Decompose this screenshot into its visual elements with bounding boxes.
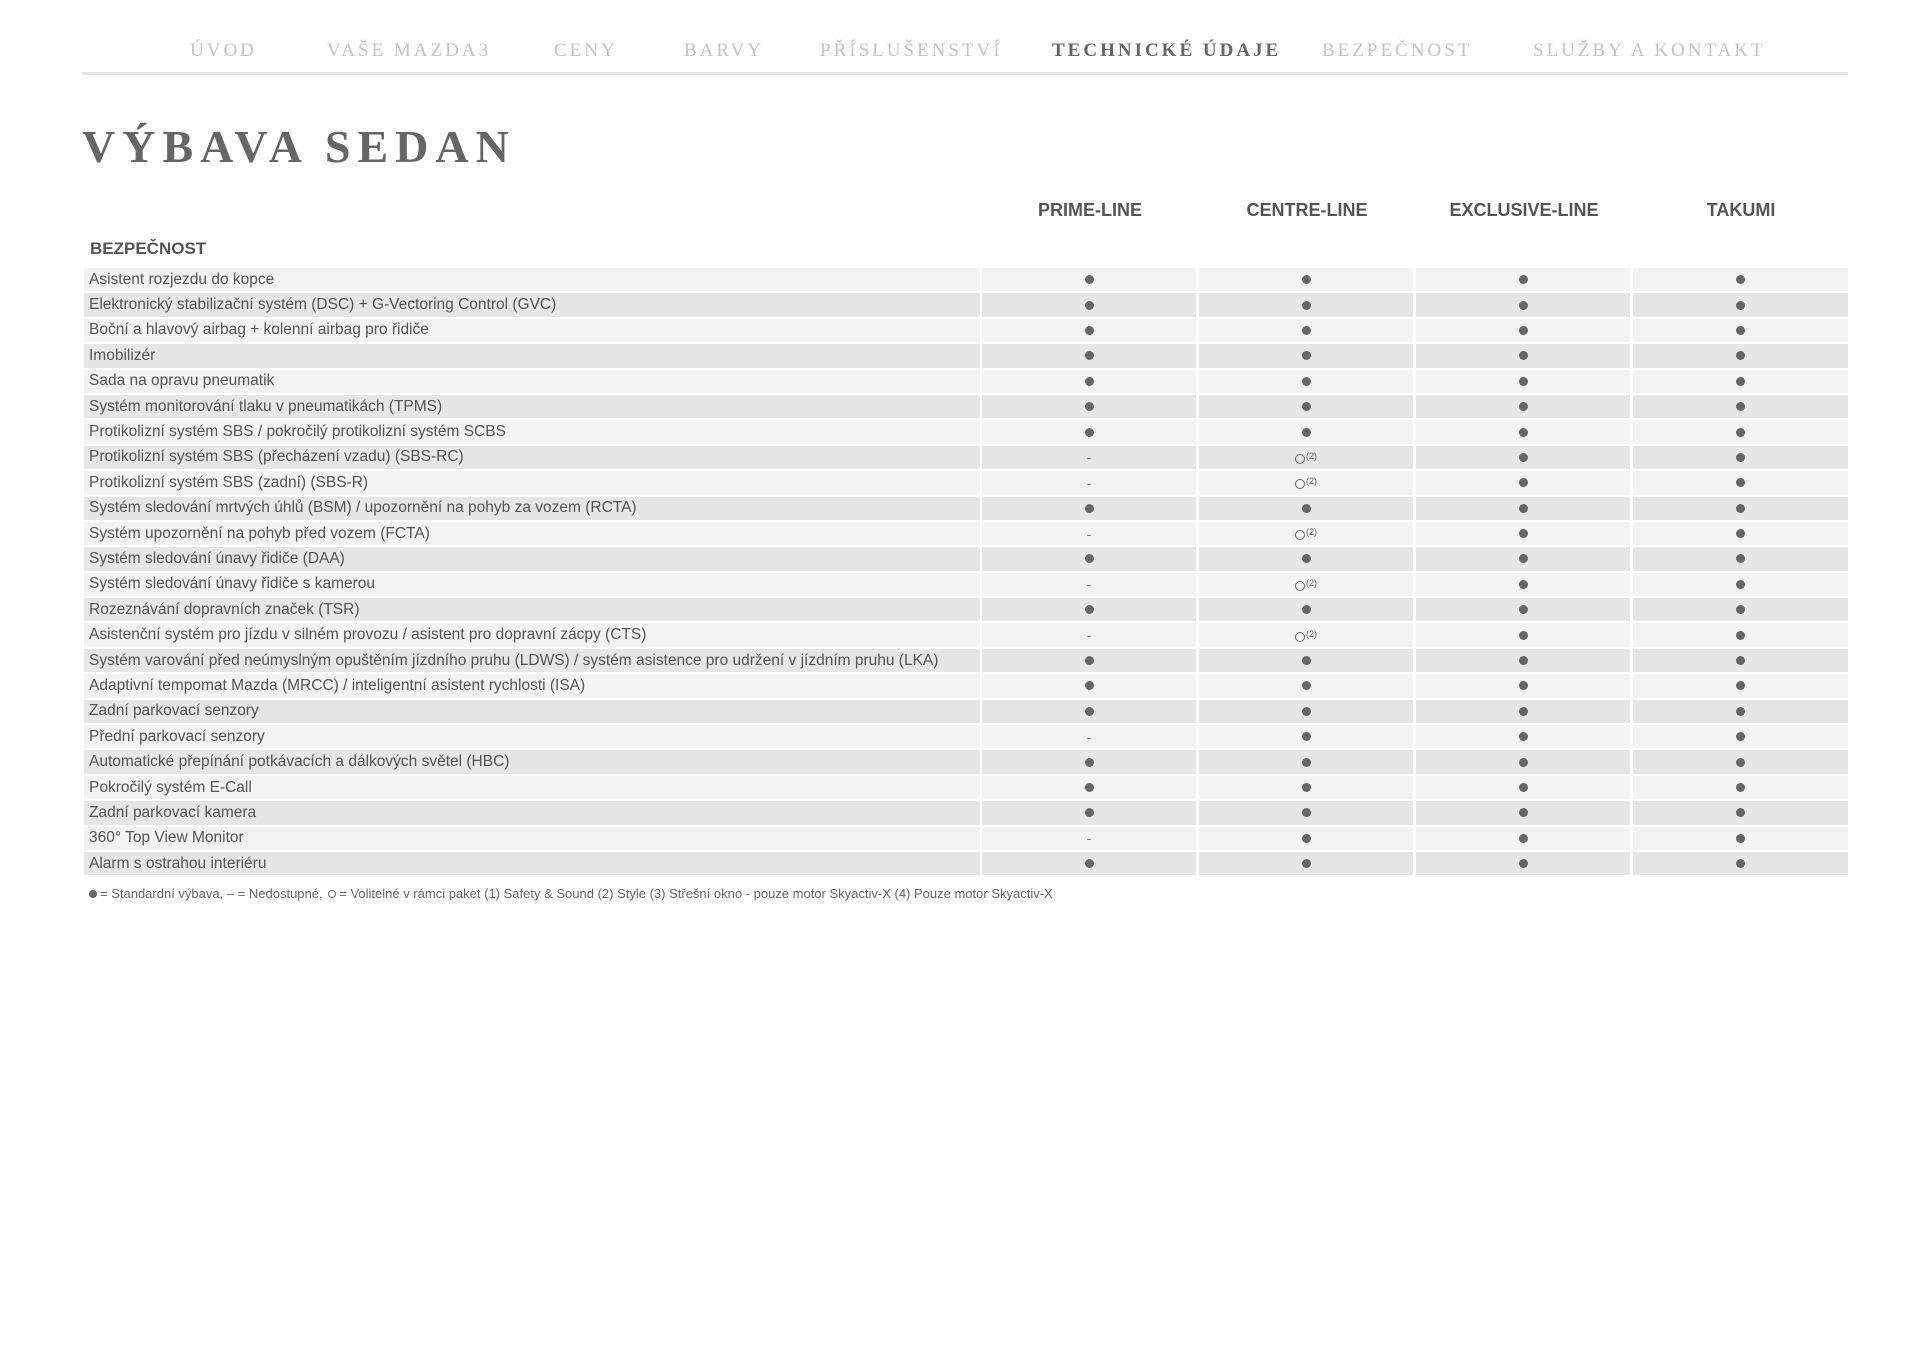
optional-ring-icon [328,890,336,898]
feature-label: Boční a hlavový airbag + kolenní airbag pro řidiče [84,319,980,342]
table-row [84,597,1848,622]
standard-dot-icon [1519,580,1528,589]
value-cell [982,573,1196,596]
value-cell [1633,801,1848,824]
standard-dot-icon [1302,428,1311,437]
standard-dot-icon [1519,275,1528,284]
optional-marker [1295,451,1317,464]
value-cell [982,522,1196,545]
feature-label: 360° Top View Monitor [84,827,980,850]
standard-dot-icon [1085,351,1094,360]
standard-dot-icon [1736,326,1745,335]
value-cell [1633,649,1848,672]
feature-label: Protikolizní systém SBS (přecházení vzadu) (SBS-RC) [84,446,980,469]
nav-item-vase-mazda3[interactable]: VAŠE MAZDA3 [327,40,492,61]
not-available-dash: - [1086,474,1092,491]
value-cell [1633,293,1848,316]
column-header-centre-line: CENTRE-LINE [1246,200,1368,220]
standard-dot-icon [1736,554,1745,563]
value-cell [1633,725,1848,748]
standard-dot-icon [1736,834,1745,843]
table-row [84,572,1848,597]
standard-dot-icon [1085,859,1094,868]
value-cell [1633,852,1848,875]
optional-ring-icon [1295,454,1305,464]
value-cell [982,827,1196,850]
standard-dot-icon [1736,859,1745,868]
legend-text-part1: = Standardní výbava, – = Nedostupné, [100,886,323,901]
feature-label: Protikolizní systém SBS / pokročilý protikolizní systém SCBS [84,420,980,443]
value-cell [1633,750,1848,773]
value-cell [1633,547,1848,570]
value-cell [1199,497,1413,520]
standard-dot-icon [1736,758,1745,767]
table-row [84,724,1848,749]
feature-label: Pokročilý systém E-Call [84,776,980,799]
standard-dot-icon [1736,631,1745,640]
section-heading: BEZPEČNOST [90,239,207,258]
table-row [84,775,1848,800]
not-available-dash: - [1086,728,1092,745]
standard-dot-icon [1302,301,1311,310]
value-cell [1633,623,1848,646]
standard-dot-icon [1085,301,1094,310]
table-row [84,673,1848,698]
feature-label: Asistent rozjezdu do kopce [84,268,980,291]
standard-dot-icon [1736,605,1745,614]
value-cell [1199,674,1413,697]
value-cell [1416,623,1630,646]
table-row [84,826,1848,851]
value-cell [1199,395,1413,418]
value-cell [1199,268,1413,291]
standard-dot-icon [1736,707,1745,716]
value-cell [1633,522,1848,545]
table-row [84,622,1848,647]
standard-dot-icon [1736,428,1745,437]
feature-label: Systém upozornění na pohyb před vozem (FCTA) [84,522,980,545]
value-cell [1416,700,1630,723]
standard-dot-icon [1519,554,1528,563]
value-cell [1416,598,1630,621]
value-cell [982,674,1196,697]
nav-item-technicke-udaje[interactable]: TECHNICKÉ ÚDAJE [1052,40,1282,61]
value-cell [1416,750,1630,773]
nav-item-uvod[interactable]: ÚVOD [190,40,257,61]
feature-label: Systém monitorování tlaku v pneumatikách (TPMS) [84,395,980,418]
table-row [84,546,1848,571]
value-cell [982,776,1196,799]
standard-dot-icon [1302,377,1311,386]
legend [89,886,1053,901]
value-cell [1633,446,1848,469]
standard-dot-icon [1736,453,1745,462]
table-row [84,419,1848,444]
standard-dot-icon [1302,504,1311,513]
value-cell [982,598,1196,621]
not-available-dash: - [1086,525,1092,542]
standard-dot-icon [1085,681,1094,690]
standard-dot-icon [1085,554,1094,563]
standard-dot-icon [1736,529,1745,538]
standard-dot-icon [1085,605,1094,614]
standard-dot-icon [1736,377,1745,386]
value-cell [1199,446,1413,469]
table-row [84,445,1848,470]
value-cell [1633,827,1848,850]
column-header-takumi: TAKUMI [1706,200,1776,220]
optional-ring-icon [1295,530,1305,540]
value-cell [1199,649,1413,672]
standard-dot-icon [1519,656,1528,665]
value-cell [1199,293,1413,316]
option-footnote: (2) [1306,628,1317,639]
option-footnote: (2) [1306,476,1317,487]
standard-dot-icon [1519,453,1528,462]
nav-item-prislusenstvi[interactable]: PŘÍSLUŠENSTVÍ [820,40,1003,61]
value-cell [1199,522,1413,545]
standard-dot-icon [1519,681,1528,690]
standard-dot-icon [1302,605,1311,614]
value-cell [1633,319,1848,342]
value-cell [982,725,1196,748]
value-cell [1199,827,1413,850]
value-cell [982,370,1196,393]
standard-dot-icon [1519,859,1528,868]
value-cell [1416,420,1630,443]
value-cell [982,446,1196,469]
value-cell [1416,268,1630,291]
optional-marker [1295,476,1317,489]
standard-dot-icon [1519,758,1528,767]
standard-dot-icon [1519,783,1528,792]
standard-dot-icon [1302,275,1311,284]
value-cell [1633,497,1848,520]
feature-label: Zadní parkovací senzory [84,700,980,723]
value-cell [1199,420,1413,443]
feature-label: Imobilizér [84,344,980,367]
nav-item-sluzby-a-kontakt[interactable]: SLUŽBY A KONTAKT [1533,40,1766,61]
standard-dot-icon [1302,326,1311,335]
standard-dot-icon [1736,275,1745,284]
value-cell [1633,700,1848,723]
value-cell [1416,471,1630,494]
feature-label: Rozeznávání dopravních značek (TSR) [84,598,980,621]
standard-dot-icon [1085,377,1094,386]
value-cell [1199,598,1413,621]
standard-dot-icon [1085,783,1094,792]
value-cell [982,801,1196,824]
standard-dot-icon [1519,351,1528,360]
value-cell [1199,370,1413,393]
table-row [84,292,1848,317]
standard-dot-icon [1085,402,1094,411]
value-cell [1199,725,1413,748]
standard-dot-icon [1302,758,1311,767]
feature-label: Asistenční systém pro jízdu v silném provozu / asistent pro dopravní zácpy (CTS) [84,623,980,646]
value-cell [1199,319,1413,342]
standard-dot-icon [1302,859,1311,868]
standard-dot-icon [1736,580,1745,589]
not-available-dash: - [1086,449,1092,466]
standard-dot-icon [1519,707,1528,716]
table-row [84,648,1848,673]
value-cell [982,700,1196,723]
value-cell [1633,674,1848,697]
standard-dot-icon [1085,326,1094,335]
standard-dot-icon [1519,631,1528,640]
value-cell [1633,573,1848,596]
value-cell [1416,725,1630,748]
value-cell [1416,801,1630,824]
option-footnote: (2) [1306,450,1317,461]
nav-item-ceny[interactable]: CENY [554,40,618,61]
standard-dot-icon [1519,834,1528,843]
value-cell [982,750,1196,773]
standard-dot-icon [1736,402,1745,411]
top-nav [82,0,1848,75]
value-cell [1633,395,1848,418]
value-cell [1199,750,1413,773]
value-cell [982,471,1196,494]
feature-label: Alarm s ostrahou interiéru [84,852,980,875]
table-row [84,496,1848,521]
value-cell [1199,471,1413,494]
feature-label: Přední parkovací senzory [84,725,980,748]
standard-dot-icon [1736,808,1745,817]
standard-dot-icon [1519,326,1528,335]
feature-label: Protikolizní systém SBS (zadní) (SBS-R) [84,471,980,494]
value-cell [1199,573,1413,596]
value-cell [982,319,1196,342]
feature-label: Adaptivní tempomat Mazda (MRCC) / inteligentní asistent rychlosti (ISA) [84,674,980,697]
feature-label: Systém sledování mrtvých úhlů (BSM) / upozornění na pohyb za vozem (RCTA) [84,497,980,520]
value-cell [1199,801,1413,824]
standard-dot-icon [1519,732,1528,741]
value-cell [1199,852,1413,875]
value-cell [1416,674,1630,697]
value-cell [1633,471,1848,494]
table-row [84,699,1848,724]
value-cell [1416,293,1630,316]
standard-dot-icon [1736,351,1745,360]
optional-ring-icon [1295,581,1305,591]
feature-label: Automatické přepínání potkávacích a dálkových světel (HBC) [84,750,980,773]
standard-dot-icon [1519,504,1528,513]
value-cell [1633,268,1848,291]
value-cell [1199,547,1413,570]
standard-dot-icon [1085,758,1094,767]
option-footnote: (2) [1306,527,1317,538]
value-cell [982,852,1196,875]
table-row [84,800,1848,825]
value-cell [1199,776,1413,799]
column-header-exclusive-line: EXCLUSIVE-LINE [1449,200,1599,220]
value-cell [1416,370,1630,393]
value-cell [1416,497,1630,520]
optional-ring-icon [1295,632,1305,642]
standard-dot-icon [89,890,97,898]
value-cell [1633,370,1848,393]
table-row [84,749,1848,774]
optional-marker [1295,578,1317,591]
value-cell [982,344,1196,367]
page-title: VÝBAVA SEDAN [82,121,516,172]
legend-text-part2: = Volitelné v rámci paket (1) Safety & Sound (2) Style (3) Střešní okno - pouze motor Skyactiv-X (4) Pouze motor Skyactiv-X [339,886,1053,901]
value-cell [1199,344,1413,367]
standard-dot-icon [1736,656,1745,665]
value-cell [982,293,1196,316]
column-header-prime-line: PRIME-LINE [1037,200,1142,220]
standard-dot-icon [1085,504,1094,513]
standard-dot-icon [1085,428,1094,437]
value-cell [1416,395,1630,418]
value-cell [1416,776,1630,799]
optional-ring-icon [1295,479,1305,489]
standard-dot-icon [1736,301,1745,310]
table-row [84,470,1848,495]
standard-dot-icon [1085,275,1094,284]
standard-dot-icon [1302,351,1311,360]
not-available-dash: - [1086,576,1092,593]
feature-label: Elektronický stabilizační systém (DSC) + G-Vectoring Control (GVC) [84,293,980,316]
optional-marker [1295,527,1317,540]
standard-dot-icon [1736,783,1745,792]
standard-dot-icon [1302,707,1311,716]
value-cell [982,547,1196,570]
equipment-table [84,267,1848,876]
not-available-dash: - [1086,830,1092,847]
nav-item-bezpecnost[interactable]: BEZPEČNOST [1322,40,1473,61]
value-cell [1416,547,1630,570]
value-cell [1633,344,1848,367]
value-cell [1416,852,1630,875]
standard-dot-icon [1519,529,1528,538]
value-cell [982,497,1196,520]
standard-dot-icon [1302,554,1311,563]
standard-dot-icon [1085,707,1094,716]
table-row [84,394,1848,419]
value-cell [1416,344,1630,367]
standard-dot-icon [1302,656,1311,665]
feature-label: Zadní parkovací kamera [84,801,980,824]
standard-dot-icon [1302,681,1311,690]
table-row [84,369,1848,394]
standard-dot-icon [1519,605,1528,614]
standard-dot-icon [1085,808,1094,817]
value-cell [1416,649,1630,672]
option-footnote: (2) [1306,577,1317,588]
standard-dot-icon [1519,377,1528,386]
value-cell [1416,522,1630,545]
value-cell [1416,319,1630,342]
value-cell [982,649,1196,672]
standard-dot-icon [1736,478,1745,487]
not-available-dash: - [1086,627,1092,644]
standard-dot-icon [1302,808,1311,817]
value-cell [982,623,1196,646]
value-cell [1199,623,1413,646]
optional-marker [1295,629,1317,642]
value-cell [1416,446,1630,469]
feature-label: Systém varování před neúmyslným opuštěním jízdního pruhu (LDWS) / systém asistence pro udržení v jízdním pruhu (LKA) [84,649,980,672]
value-cell [1416,827,1630,850]
standard-dot-icon [1519,301,1528,310]
standard-dot-icon [1736,732,1745,741]
standard-dot-icon [1519,808,1528,817]
value-cell [982,268,1196,291]
table-row [84,851,1848,876]
value-cell [1633,420,1848,443]
standard-dot-icon [1085,656,1094,665]
value-cell [1633,776,1848,799]
standard-dot-icon [1519,402,1528,411]
standard-dot-icon [1736,504,1745,513]
standard-dot-icon [1519,478,1528,487]
value-cell [982,395,1196,418]
feature-label: Sada na opravu pneumatik [84,370,980,393]
standard-dot-icon [1736,681,1745,690]
value-cell [1633,598,1848,621]
feature-label: Systém sledování únavy řidiče (DAA) [84,547,980,570]
standard-dot-icon [1302,783,1311,792]
value-cell [1416,573,1630,596]
table-row [84,267,1848,292]
table-row [84,318,1848,343]
standard-dot-icon [1302,834,1311,843]
value-cell [1199,700,1413,723]
standard-dot-icon [1519,428,1528,437]
table-row [84,521,1848,546]
standard-dot-icon [1302,732,1311,741]
feature-label: Systém sledování únavy řidiče s kamerou [84,573,980,596]
nav-item-barvy[interactable]: BARVY [684,40,764,61]
standard-dot-icon [1302,402,1311,411]
table-row [84,343,1848,368]
value-cell [982,420,1196,443]
